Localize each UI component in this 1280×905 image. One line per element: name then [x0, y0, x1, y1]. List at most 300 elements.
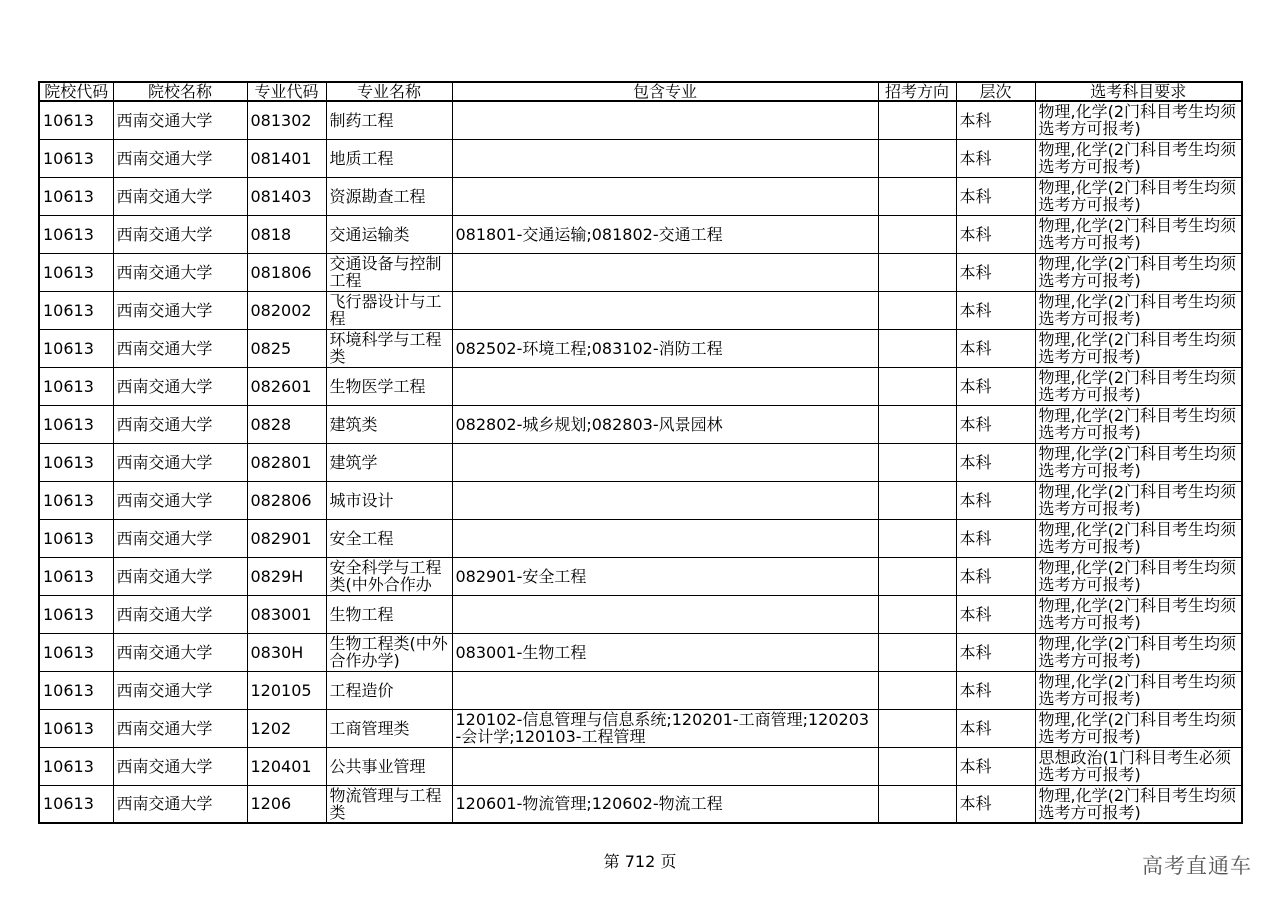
cell-text: 10613 — [43, 149, 94, 167]
cell-school-code — [39, 785, 113, 823]
cell-major-name — [326, 291, 452, 329]
cell-level — [956, 709, 1035, 747]
cell-school-code — [39, 215, 113, 253]
cell-text: 西南交通大学 — [116, 719, 213, 737]
cell-school-name — [113, 595, 247, 633]
table-row — [39, 253, 1242, 291]
cell-text: 生物工程类(中外合作办学) — [329, 635, 448, 669]
cell-included-majors — [452, 557, 878, 595]
cell-included-majors — [452, 785, 878, 823]
cell-text: 10613 — [43, 111, 94, 129]
cell-level — [956, 291, 1035, 329]
cell-school-name — [113, 139, 247, 177]
cell-subject-requirement — [1035, 481, 1242, 519]
column-header-subject-requirement: 选考科目要求 — [1035, 82, 1242, 101]
cell-text: 西南交通大学 — [116, 491, 213, 509]
cell-major-name — [326, 519, 452, 557]
cell-school-code — [39, 519, 113, 557]
table-row — [39, 595, 1242, 633]
cell-direction — [878, 215, 956, 253]
cell-school-code — [39, 671, 113, 709]
cell-level — [956, 177, 1035, 215]
cell-included-majors — [452, 101, 878, 139]
cell-text: 西南交通大学 — [116, 567, 213, 585]
cell-subject-requirement — [1035, 633, 1242, 671]
admission-table — [38, 81, 1243, 824]
cell-direction — [878, 519, 956, 557]
cell-text: 物流管理与工程类 — [329, 786, 442, 821]
cell-subject-requirement — [1035, 177, 1242, 215]
cell-major-code — [247, 367, 326, 405]
cell-text: 10613 — [43, 415, 94, 433]
cell-major-name — [326, 329, 452, 367]
cell-major-code — [247, 215, 326, 253]
cell-text: 081403 — [250, 187, 312, 205]
cell-text: 082601 — [250, 377, 312, 395]
cell-major-code — [247, 253, 326, 291]
cell-subject-requirement — [1035, 747, 1242, 785]
cell-school-code — [39, 709, 113, 747]
cell-subject-requirement — [1035, 291, 1242, 329]
column-header-level: 层次 — [956, 82, 1035, 101]
cell-text: 120401 — [250, 757, 312, 775]
cell-direction — [878, 367, 956, 405]
cell-text: 物理,化学(2门科目考生均须选考方可报考) — [1038, 103, 1237, 138]
cell-major-name — [326, 367, 452, 405]
column-header-included-majors: 包含专业 — [452, 82, 878, 101]
cell-major-code — [247, 405, 326, 443]
cell-level — [956, 253, 1035, 291]
cell-school-name — [113, 785, 247, 823]
cell-text: 10613 — [43, 263, 94, 281]
cell-text: 10613 — [43, 301, 94, 319]
cell-text: 0818 — [250, 225, 292, 243]
cell-included-majors — [452, 253, 878, 291]
cell-text: 10613 — [43, 605, 94, 623]
cell-level — [956, 557, 1035, 595]
cell-included-majors — [452, 747, 878, 785]
cell-direction — [878, 709, 956, 747]
cell-text: 10613 — [43, 377, 94, 395]
cell-text: 物理,化学(2门科目考生均须选考方可报考) — [1038, 331, 1237, 365]
cell-text: 建筑类 — [329, 415, 378, 433]
cell-text: 本科 — [959, 149, 992, 167]
cell-text: 西南交通大学 — [116, 263, 213, 281]
table-row — [39, 557, 1242, 595]
cell-school-name — [113, 519, 247, 557]
cell-direction — [878, 785, 956, 823]
cell-text: 物理,化学(2门科目考生均须选考方可报考) — [1038, 483, 1237, 517]
cell-text: 思想政治(1门科目考生必须选考方可报考) — [1038, 749, 1231, 783]
cell-text: 本科 — [959, 187, 992, 205]
cell-text: 本科 — [959, 567, 992, 585]
cell-text: 资源勘查工程 — [329, 187, 426, 205]
cell-text: 10613 — [43, 719, 94, 737]
cell-school-code — [39, 253, 113, 291]
cell-included-majors — [452, 481, 878, 519]
table-row — [39, 443, 1242, 481]
cell-major-name — [326, 481, 452, 519]
cell-direction — [878, 329, 956, 367]
cell-text: 西南交通大学 — [116, 415, 213, 433]
table-row — [39, 101, 1242, 139]
cell-subject-requirement — [1035, 329, 1242, 367]
cell-text: 西南交通大学 — [116, 643, 213, 661]
cell-level — [956, 139, 1035, 177]
cell-text: 西南交通大学 — [116, 111, 213, 129]
cell-subject-requirement — [1035, 595, 1242, 633]
cell-text: 环境科学与工程类 — [329, 331, 442, 365]
cell-major-name — [326, 785, 452, 823]
cell-text: 安全工程 — [329, 529, 394, 547]
cell-subject-requirement — [1035, 405, 1242, 443]
column-header-major-name: 专业名称 — [326, 82, 452, 101]
cell-included-majors — [452, 519, 878, 557]
cell-major-code — [247, 671, 326, 709]
cell-school-name — [113, 443, 247, 481]
cell-text: 本科 — [959, 605, 992, 623]
cell-text: 082806 — [250, 491, 312, 509]
cell-text: 082901-安全工程 — [455, 567, 587, 585]
cell-subject-requirement — [1035, 215, 1242, 253]
cell-included-majors — [452, 633, 878, 671]
cell-school-name — [113, 101, 247, 139]
cell-text: 10613 — [43, 681, 94, 699]
cell-school-name — [113, 329, 247, 367]
cell-text: 082901 — [250, 529, 312, 547]
cell-text: 西南交通大学 — [116, 529, 213, 547]
cell-text: 0829H — [250, 567, 304, 585]
cell-text: 物理,化学(2门科目考生均须选考方可报考) — [1038, 711, 1237, 745]
cell-text: 公共事业管理 — [329, 757, 426, 775]
cell-direction — [878, 443, 956, 481]
header-row — [39, 82, 1242, 101]
cell-level — [956, 405, 1035, 443]
cell-text: 本科 — [959, 681, 992, 699]
cell-text: 物理,化学(2门科目考生均须选考方可报考) — [1038, 141, 1237, 175]
cell-school-code — [39, 595, 113, 633]
cell-included-majors — [452, 367, 878, 405]
cell-text: 工程造价 — [329, 681, 394, 699]
table-row — [39, 291, 1242, 329]
cell-text: 本科 — [959, 453, 992, 471]
cell-subject-requirement — [1035, 671, 1242, 709]
cell-subject-requirement — [1035, 367, 1242, 405]
cell-major-name — [326, 215, 452, 253]
cell-text: 本科 — [959, 529, 992, 547]
cell-major-code — [247, 443, 326, 481]
cell-text: 物理,化学(2门科目考生均须选考方可报考) — [1038, 445, 1237, 479]
cell-school-name — [113, 215, 247, 253]
cell-major-name — [326, 747, 452, 785]
cell-level — [956, 329, 1035, 367]
cell-text: 083001-生物工程 — [455, 643, 587, 661]
cell-direction — [878, 481, 956, 519]
table-row — [39, 633, 1242, 671]
cell-text: 物理,化学(2门科目考生均须选考方可报考) — [1038, 786, 1237, 821]
cell-text: 0828 — [250, 415, 292, 433]
cell-major-name — [326, 595, 452, 633]
cell-direction — [878, 671, 956, 709]
cell-direction — [878, 405, 956, 443]
table-row — [39, 671, 1242, 709]
cell-included-majors — [452, 139, 878, 177]
cell-included-majors — [452, 671, 878, 709]
cell-level — [956, 595, 1035, 633]
cell-major-code — [247, 291, 326, 329]
cell-school-name — [113, 367, 247, 405]
cell-text: 本科 — [959, 111, 992, 129]
page-number: 第 712 页 — [603, 852, 677, 871]
cell-text: 物理,化学(2门科目考生均须选考方可报考) — [1038, 521, 1237, 555]
cell-text: 西南交通大学 — [116, 149, 213, 167]
cell-text: 本科 — [959, 643, 992, 661]
cell-major-name — [326, 177, 452, 215]
cell-school-code — [39, 101, 113, 139]
cell-text: 10613 — [43, 453, 94, 471]
cell-major-code — [247, 785, 326, 823]
cell-school-name — [113, 177, 247, 215]
cell-level — [956, 671, 1035, 709]
cell-text: 本科 — [959, 415, 992, 433]
cell-school-code — [39, 747, 113, 785]
cell-text: 10613 — [43, 491, 94, 509]
cell-text: 本科 — [959, 719, 992, 737]
cell-text: 120601-物流管理;120602-物流工程 — [455, 795, 723, 813]
cell-text: 0830H — [250, 643, 304, 661]
cell-subject-requirement — [1035, 139, 1242, 177]
cell-text: 10613 — [43, 187, 94, 205]
cell-text: 西南交通大学 — [116, 681, 213, 699]
table-row — [39, 177, 1242, 215]
cell-major-code — [247, 101, 326, 139]
cell-text: 082502-环境工程;083102-消防工程 — [455, 339, 723, 357]
column-header-school-code: 院校代码 — [39, 82, 113, 101]
cell-included-majors — [452, 405, 878, 443]
cell-direction — [878, 253, 956, 291]
cell-text: 本科 — [959, 339, 992, 357]
cell-text: 物理,化学(2门科目考生均须选考方可报考) — [1038, 635, 1237, 669]
cell-text: 城市设计 — [329, 491, 394, 509]
cell-subject-requirement — [1035, 101, 1242, 139]
cell-school-name — [113, 253, 247, 291]
cell-level — [956, 101, 1035, 139]
cell-text: 物理,化学(2门科目考生均须选考方可报考) — [1038, 559, 1237, 593]
cell-text: 交通设备与控制工程 — [329, 255, 442, 289]
cell-major-name — [326, 557, 452, 595]
cell-text: 120102-信息管理与信息系统;120201-工商管理;120203-会计学;120103-工程管理 — [455, 711, 870, 745]
cell-text: 081806 — [250, 263, 312, 281]
cell-school-name — [113, 405, 247, 443]
cell-text: 083001 — [250, 605, 312, 623]
cell-included-majors — [452, 177, 878, 215]
cell-text: 物理,化学(2门科目考生均须选考方可报考) — [1038, 293, 1237, 327]
cell-major-name — [326, 443, 452, 481]
table-header — [39, 82, 1242, 101]
cell-level — [956, 367, 1035, 405]
cell-major-code — [247, 557, 326, 595]
cell-text: 10613 — [43, 225, 94, 243]
cell-text: 西南交通大学 — [116, 339, 213, 357]
cell-text: 飞行器设计与工程 — [329, 293, 442, 327]
cell-text: 物理,化学(2门科目考生均须选考方可报考) — [1038, 217, 1237, 251]
table-row — [39, 747, 1242, 785]
cell-text: 0825 — [250, 339, 292, 357]
cell-major-name — [326, 139, 452, 177]
cell-level — [956, 633, 1035, 671]
cell-included-majors — [452, 443, 878, 481]
cell-text: 物理,化学(2门科目考生均须选考方可报考) — [1038, 673, 1237, 707]
cell-direction — [878, 139, 956, 177]
cell-text: 10613 — [43, 529, 94, 547]
table-row — [39, 329, 1242, 367]
table-row — [39, 367, 1242, 405]
cell-school-name — [113, 557, 247, 595]
cell-included-majors — [452, 595, 878, 633]
column-header-school-name: 院校名称 — [113, 82, 247, 101]
cell-text: 081401 — [250, 149, 312, 167]
cell-text: 西南交通大学 — [116, 605, 213, 623]
cell-school-name — [113, 633, 247, 671]
cell-text: 工商管理类 — [329, 719, 410, 737]
cell-text: 本科 — [959, 795, 992, 813]
cell-text: 081801-交通运输;081802-交通工程 — [455, 225, 723, 243]
table-body — [39, 101, 1242, 823]
cell-major-code — [247, 709, 326, 747]
cell-major-name — [326, 633, 452, 671]
cell-school-code — [39, 329, 113, 367]
cell-text: 地质工程 — [329, 149, 394, 167]
cell-text: 082802-城乡规划;082803-风景园林 — [455, 415, 723, 433]
cell-level — [956, 785, 1035, 823]
cell-major-name — [326, 253, 452, 291]
table-row — [39, 785, 1242, 823]
cell-school-name — [113, 671, 247, 709]
cell-major-code — [247, 595, 326, 633]
table-row — [39, 405, 1242, 443]
cell-school-name — [113, 747, 247, 785]
cell-text: 物理,化学(2门科目考生均须选考方可报考) — [1038, 369, 1237, 403]
cell-school-code — [39, 633, 113, 671]
cell-text: 物理,化学(2门科目考生均须选考方可报考) — [1038, 407, 1237, 441]
table-row — [39, 139, 1242, 177]
cell-level — [956, 215, 1035, 253]
cell-major-name — [326, 671, 452, 709]
cell-direction — [878, 595, 956, 633]
cell-included-majors — [452, 329, 878, 367]
cell-text: 10613 — [43, 339, 94, 357]
cell-direction — [878, 101, 956, 139]
cell-level — [956, 481, 1035, 519]
cell-school-name — [113, 291, 247, 329]
cell-text: 1206 — [250, 795, 292, 813]
watermark: 高考直通车 — [1142, 854, 1252, 878]
cell-text: 082801 — [250, 453, 312, 471]
cell-included-majors — [452, 709, 878, 747]
cell-school-code — [39, 291, 113, 329]
cell-text: 西南交通大学 — [116, 225, 213, 243]
cell-level — [956, 443, 1035, 481]
cell-major-code — [247, 329, 326, 367]
cell-level — [956, 519, 1035, 557]
cell-text: 制药工程 — [329, 111, 394, 129]
cell-major-code — [247, 177, 326, 215]
table-row — [39, 481, 1242, 519]
cell-text: 交通运输类 — [329, 225, 410, 243]
cell-text: 安全科学与工程类(中外合作办 — [329, 559, 442, 593]
cell-text: 本科 — [959, 491, 992, 509]
cell-text: 本科 — [959, 757, 992, 775]
cell-text: 10613 — [43, 757, 94, 775]
cell-text: 本科 — [959, 377, 992, 395]
cell-direction — [878, 633, 956, 671]
column-header-major-code: 专业代码 — [247, 82, 326, 101]
cell-school-code — [39, 177, 113, 215]
cell-major-code — [247, 747, 326, 785]
cell-major-code — [247, 139, 326, 177]
cell-included-majors — [452, 291, 878, 329]
cell-direction — [878, 291, 956, 329]
cell-school-code — [39, 443, 113, 481]
column-header-direction: 招考方向 — [878, 82, 956, 101]
cell-direction — [878, 557, 956, 595]
table-row — [39, 215, 1242, 253]
cell-school-code — [39, 481, 113, 519]
cell-text: 生物工程 — [329, 605, 394, 623]
cell-school-code — [39, 139, 113, 177]
cell-major-code — [247, 633, 326, 671]
cell-text: 082002 — [250, 301, 312, 319]
cell-text: 西南交通大学 — [116, 377, 213, 395]
cell-text: 1202 — [250, 719, 292, 737]
cell-text: 西南交通大学 — [116, 757, 213, 775]
cell-major-code — [247, 481, 326, 519]
cell-text: 西南交通大学 — [116, 187, 213, 205]
cell-text: 物理,化学(2门科目考生均须选考方可报考) — [1038, 255, 1237, 289]
cell-subject-requirement — [1035, 253, 1242, 291]
cell-school-code — [39, 367, 113, 405]
cell-direction — [878, 747, 956, 785]
cell-text: 西南交通大学 — [116, 301, 213, 319]
table-row — [39, 519, 1242, 557]
cell-school-name — [113, 481, 247, 519]
cell-level — [956, 747, 1035, 785]
cell-text: 物理,化学(2门科目考生均须选考方可报考) — [1038, 597, 1237, 631]
cell-school-code — [39, 405, 113, 443]
cell-major-name — [326, 405, 452, 443]
cell-school-name — [113, 709, 247, 747]
cell-direction — [878, 177, 956, 215]
cell-text: 081302 — [250, 111, 312, 129]
cell-text: 10613 — [43, 795, 94, 813]
cell-text: 本科 — [959, 225, 992, 243]
cell-text: 120105 — [250, 681, 312, 699]
cell-text: 本科 — [959, 301, 992, 319]
cell-subject-requirement — [1035, 519, 1242, 557]
cell-text: 建筑学 — [329, 453, 378, 471]
cell-text: 西南交通大学 — [116, 453, 213, 471]
cell-text: 生物医学工程 — [329, 377, 426, 395]
table-row — [39, 709, 1242, 747]
cell-included-majors — [452, 215, 878, 253]
cell-school-code — [39, 557, 113, 595]
cell-text: 10613 — [43, 643, 94, 661]
cell-text: 西南交通大学 — [116, 795, 213, 813]
cell-text: 本科 — [959, 263, 992, 281]
cell-subject-requirement — [1035, 557, 1242, 595]
cell-text: 10613 — [43, 567, 94, 585]
cell-subject-requirement — [1035, 709, 1242, 747]
